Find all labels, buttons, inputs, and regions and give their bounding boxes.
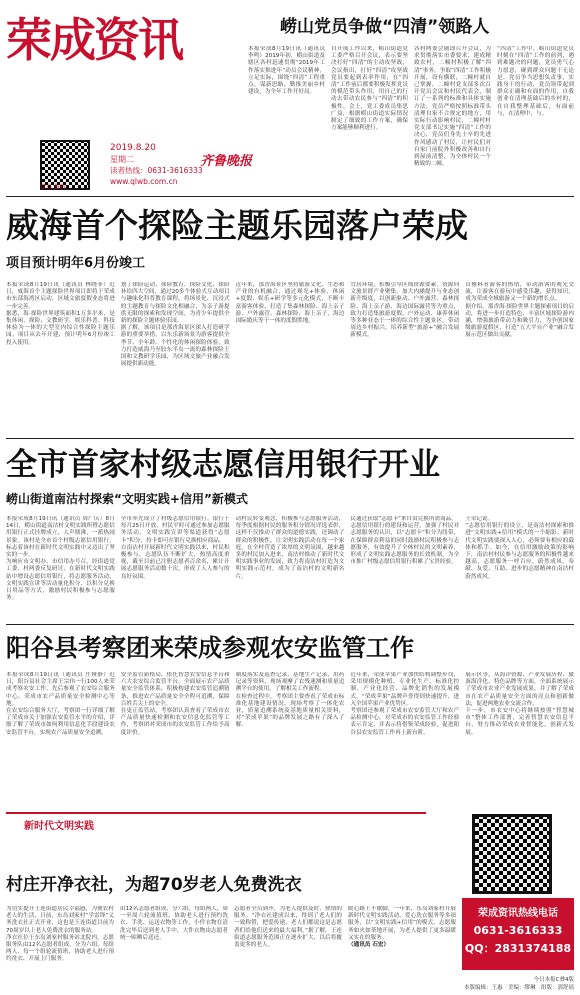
story-3-col-4: 民通过获取“志愿卡”来自由兑换所需商品。 [350, 516, 457, 522]
story-2-col-1: 本报荣成8月19日讯（通讯员 林晓菲）近日，威海首个主题探险世界项目即将于荣成市东部海湾区启动，区域文旅度假业态将进一步完善。 [6, 282, 115, 310]
story-3 [6, 442, 574, 622]
story-2-col-3: 近年来，那香海景区坚持旅游文化、生态和产业的有机融合，通过观光+体验、休闲+度假、娱乐+研学等多元化模式，不断丰富游客体验，打造了集森林探险、海上亲子游、户外露营、森林探险、海上亲子、海边国际婚庆等于一体的度假胜地。 [235, 282, 345, 325]
story-3-col-3: 动村民转变观念，积极参与志愿服务活动，每季度根据村民的服务积分情况评选表彰，这样不仅推动了群众的道德实践，还调动了群众的积极性，让文明实践活动在每一个家庭。在全村营造了浓厚的文明氛围，越来越多的村民加入进来，南沽村推动了新时代文明实践事业的发展，致力将南沽村打造为文明实践示范村，成为了南沽村的文明新名片。 [235, 516, 345, 580]
hotline: 读者热线：0631-3616333 [110, 166, 203, 175]
story-4-col-2: 安全监管新格局，依托智慧农安信息平台和六大农安综合监管平台，全面展示农产品质量安全监管体系，积极构建农安监管追溯链条，推进农产品质量安全全程可追溯，保障百姓舌尖上的安全。 [120, 672, 230, 707]
top-story [248, 8, 574, 192]
story-2-headline: 威海首个探险主题乐园落户荣成 [6, 206, 468, 245]
top-story-col-3: 各村两委会随即召开会议，为求贯彻落实市委要求，建成精致农村，二幢村积极了解“四清”事务，争取“四清”工作积极开展，设有横联，二幢村就自己掌握，二幢村党支部多次召开党员会议和村民代表会，制订了一系列的标准和具体实施方法。党员严格按照标准带头清理自家不合规定的地方，用实际行动影响村民，二幢村村党支部书记实施“四清”工作的决心，党员们身先士卒的先进作风感动了村民，让村民们对自家门前院外积极改善和自行到屋前清整，为全体村民一个精致的二幢。 [414, 46, 491, 168]
story-4-col-4b: 考察团还参观了荣成市农安监管大厅和农产品检测中心，对荣成市的农安监管工作经验表示肯定，并表示将借鉴荣成经验，促进阳谷县农安监管工作再上新台阶。 [350, 708, 460, 736]
story-3-col-2b: 自南沽村开展新时代文明实践以来，村民积极参与，志愿队伍不断扩大，热情高度重视，截至目前已注册志愿者百余名，累计开展志愿服务活动数十次，形成了人人参与的良好氛围。 [120, 544, 230, 580]
wechat-qr-code [472, 814, 552, 894]
footer-line-1: 今日本报C叠4版 [533, 977, 574, 983]
top-story-headline: 崂山党员争做“四清”领路人 [280, 17, 490, 37]
story-4-col-1: 本报荣成8月19日讯（通讯员 庄娅静）近日，阳谷县社会主席王宗伟一行100人来荣成考察农安工作，先后参观了农安综合服务中心、荣成市农产品质量安全检测中心等地。 [6, 672, 115, 707]
story-4-col-1b: 在农安综合服务大厅，考察团一行详细了解了荣成市关于加强农安监管水平的介绍，详细了解了荣成市如何利用信息化手段建设农安监管平台，实现农产品质量安全追溯。 [6, 708, 115, 736]
story-5-headline: 村庄开净衣社，为超70岁老人免费洗衣 [6, 875, 302, 895]
story-5-col-2: 由12名志愿者组成，分六组，每组两人，周一至周六轮流值班，协助老人进行预约洗衣、手洗、运送衣物等工作，小件衣物在清洗完毕后送到老人手中，大件衣物由志愿者统一晾晒后送还。 [120, 906, 228, 941]
story-4 [6, 628, 574, 796]
story-2-col-2: 划了探险运动、探险教育、探险文化、探险补给四大空间，通过20多个体验式互动项目与趣味化科普教育课程，将场景化、沉浸式的主题教育与探险文化相融合，为亲子游提供无限的探索和发现空间，为青少年提供全新的探险主题体验乐园。 [120, 282, 230, 325]
masthead-info [110, 142, 203, 187]
story-5-byline: （通讯员 石宏） [348, 942, 390, 949]
weekday: 星期二 [110, 155, 134, 164]
top-story-col-1: 本报荣成8月19日讯（通讯员 李鸣）2019年初，崂山街道及辖区各村迅速贯彻“2019年工作落实推进年”动员会议精神，立足实际，围绕“四清”工程重点，谋新思路，勤推美丽乡村建设，为全年工作开好局。 [248, 46, 325, 96]
story-2-col-5b: 据介绍，那香海·探险世界主题探索项目的启动，将进一步打造特色、丰富区域探险游内涵，增强旅游带动力和吸引力，为争创国家级旅游度假区，打造“五大平台产业”融合发展示范区做出贡献。 [465, 303, 574, 339]
story-2-col-5: 首雅料者游客的热情，带动游客的观光交流，让游客在游玩中感受乐趣，获得知识，成为荣成全域旅游又一个新的增长点。 [465, 282, 574, 303]
masthead-title: 荣成资讯 [6, 13, 182, 67]
hotline-ad-title: 荣成资讯热线电话 [478, 908, 558, 919]
footer [464, 976, 574, 992]
story-5-col-1: 为切实提升王连街道居民幸福感，为便农村老人的生活，日前，东岛刘家村“学雷锋”义务洗衣社正式开业，这也是王连街道目前为70周岁以上老人免费洗衣的服务站。 [6, 906, 114, 934]
story-3-col-4b: 志愿信用银行的建设和运营，加强了村民对志愿服务的认识，以“志愿卡”积分为纽带，在保障群众利益的同时鼓励村民积极参与志愿服务，有效提升了全体村民的文明素养，形成了文明实践志愿服务的长效机制，为全市推广村级志愿信用银行积累了宝贵经验。 [350, 523, 460, 566]
story-4-col-3b: 在检查过程中，考察团主要查看了荣成市标准化基地建设情况、现场考察了一体化农业，质量追溯系统及基地质量相关资料，对“荣成苹果”的品牌发展之路有了深入了解。 [235, 693, 345, 729]
story-2-subhead: 项目预计明年6月份竣工 [6, 256, 146, 271]
top-story-col-2: 自开展工作以来，崂山街道党工委严格召开会议，表示要坚决打好“四清”的主动攻坚战，会议指出，打好“四清”攻坚战党员要起到表率作用，在“四清”工作前后都要积极发挥党员的模范带头作用，用自己的行动去带动农民参与“四清”的积极性。会上，党工委成员集思广益，根据崂山街道实际情况制定了细致的工作方案，确保方案能够顺利进行。 [331, 46, 408, 132]
story-4-col-5: 展示区等，从海洋资源、产业发展历程、旅游海洋化、特色品牌等方面，全面系统展示了荣成市农业产业发展成果，并了解了荣成市在农产品质量安全方面的亮点和创新做法，促进两地农业交流合作。 [465, 672, 574, 707]
story-4-col-2b: 在更正监管站，考察团认真查看了荣成市农产品质量快速检测和农安信息化监管等工作，考察团对荣成市的农安监管工作给予高度评价。 [120, 708, 230, 736]
story-3-col-1: 本报荣成8月19日讯（通讯员 周广庆）8月14日，崂山街道南沽村文明实践所暨志愿信用银行正式挂牌成立，人声鼎沸，一派热闹景象。该村是全市首个村级志愿信用银行，标志着该村在新时代文明实践中又迈出了坚实的一步。 [6, 516, 115, 559]
story-2-col-2b: 据了解，该项目是那香海景区深入打造研学游的重要举措，以东乐新场景为游客提供全季节、全年龄、个性化的休闲探险体验，致力打造威海乃至胶东半岛一流的森林探险王国和文教研学乐园，为区域文旅产业融合发展提供新动能。 [120, 325, 230, 368]
story-3-col-1b: 为响应市文明办、市信用办号召，经街道党工委、村两委反复研讨，在新时代文明实践站中增设志愿信用银行，将志愿服务活动、文明实践宣讲等活动量化积分，以积分兑换日用品等方式，激励村民积极参与志愿服务。 [6, 559, 115, 602]
story-3-col-5: 王荣记说。 [465, 516, 494, 522]
top-story-col-4: “四清”工作中，崂山街道党员时刻在“四清”工作的前列，遇到难题决的问题，党员勇气心力愿意，碰到群众问题干无论是，党员争当思想负责事，实践身干的行动，党员领带起到群众正确和有面的作用，自我创业在清理基础后的乡村的，在自我整理基础后，有面前与，在清理中，与。 [497, 46, 574, 117]
story-5-col-1b: 净衣社位于东岛刘家村服务站北院内，志愿服务队由12名志愿者组成，分为六组，每组两人，每一个组轮流值班，协助老人进行预约洗衣、开展上门服务。 [6, 934, 114, 963]
section-label: 新时代文明实践 [6, 812, 426, 830]
hotline-ad-phone: 0631-3616333 [473, 924, 563, 937]
story-5-col-4: 暖心路上不歇脚，一年来，东岛刘家村开展新时代文明实践活动、爱心洗衣服务等多项服务，以“文明实践+信用”的模式，志愿服务如火如荼地开展，为老人提供了更多温暖又实在的服务。 [348, 906, 456, 941]
partner-logo: 齐鲁晚报 [200, 154, 253, 169]
story-2-col-4: 宜居环境，积极引导区域资源要素，资源向文旅景群产业聚集，加大内涵提升与业态创新升级度，以创新驱动、户外露营、森林探险、海上亲子游、海边国际露营等为重点，致力打造集旅游度假、户外运动、康养休闲等多种业态于一体的综合性主题景区，带动周边乡村振兴，培养新型“旅游+”融合发展新模式。 [350, 282, 460, 339]
hotline-ad-qq: QQ：2831374188 [464, 942, 572, 955]
story-4-col-5b: 下一步，市农安中心将继续按照“智慧城市”整体工作部署，完善智慧农安信息平台，努力推动荣成农业智能化，创新式发展。 [465, 708, 574, 736]
story-5 [6, 868, 456, 992]
hotline-ad [462, 898, 574, 970]
story-4-col-3: 制度落实及巡查记录、基地生产记录、用药记录等资料，现场观摩了农残速测和质量追溯平台的使用，了解相关工作流程。 [235, 672, 345, 693]
story-3-col-5b: “志愿信用银行的设立，是南沽村探索和推进“文明实践+信用”模式的一个缩影。新时代文明实践要深入人心，必须要有相应的载体和抓手。如今，在信用激励政策的影响下，南沽村村民参与志愿服务的积极性越来越高，志愿服务一呼百应，蔚然成风，奉献、友爱、互助、进步的志愿精神在南沽村蔚然成风。 [465, 523, 574, 580]
story-3-subhead: 崂山街道南沽村探索“文明实践+信用”新模式 [6, 492, 248, 506]
story-4-headline: 阳谷县考察团来荣成参观农安监管工作 [6, 633, 414, 662]
story-2-col-1b: 据悉，海·探险世界建筑面积1万多平米，是集休闲、探险、文教研学、娱乐科普、科技休验为一体的大型室内综合性探险主题乐园。项目从去年开建，预计明年6月份竣工投入使用。 [6, 310, 115, 346]
date: 2019.8.20 [110, 143, 156, 153]
story-3-col-2: 全市率先成立了村级志愿信用银行。银行于每月25日开放，村民平时可通过参加志愿服务活动、文明实践宣讲等渠道获得“志愿卡”积分，持卡即可在银行兑换相应商品。 [120, 516, 230, 544]
story-3-headline: 全市首家村级志愿信用银行开业 [6, 447, 440, 483]
footer-line-2: 本版编辑：王惠 美编：缪琳 组版：郭舒瑶 [463, 985, 574, 991]
story-4-col-4: 近年来，荣成苹果产业加快结构调整步伐，采用规模化种植、专业化生产、标准化控制、产业化经营、品牌化销售的发展模式，“荣成苹果”品牌声誉得到快速提升，进入全国苹果产业优势区。 [350, 672, 460, 707]
story-5-col-3: 志愿者全员到齐，为老人提供及时、热情的服务。“净衣社建成以来，得到了老人们的一致称赞，把爱传递，老人们都说这是志愿者们给他们送来的最大福利。”据了解，王连街道志愿服务范围正在逐步扩大，以后将覆盖更多的老人。 [234, 906, 342, 949]
story-2 [6, 200, 574, 436]
qr-label: 壹点 报料 [40, 184, 66, 191]
website: www.qlwb.com.cn [110, 177, 178, 186]
